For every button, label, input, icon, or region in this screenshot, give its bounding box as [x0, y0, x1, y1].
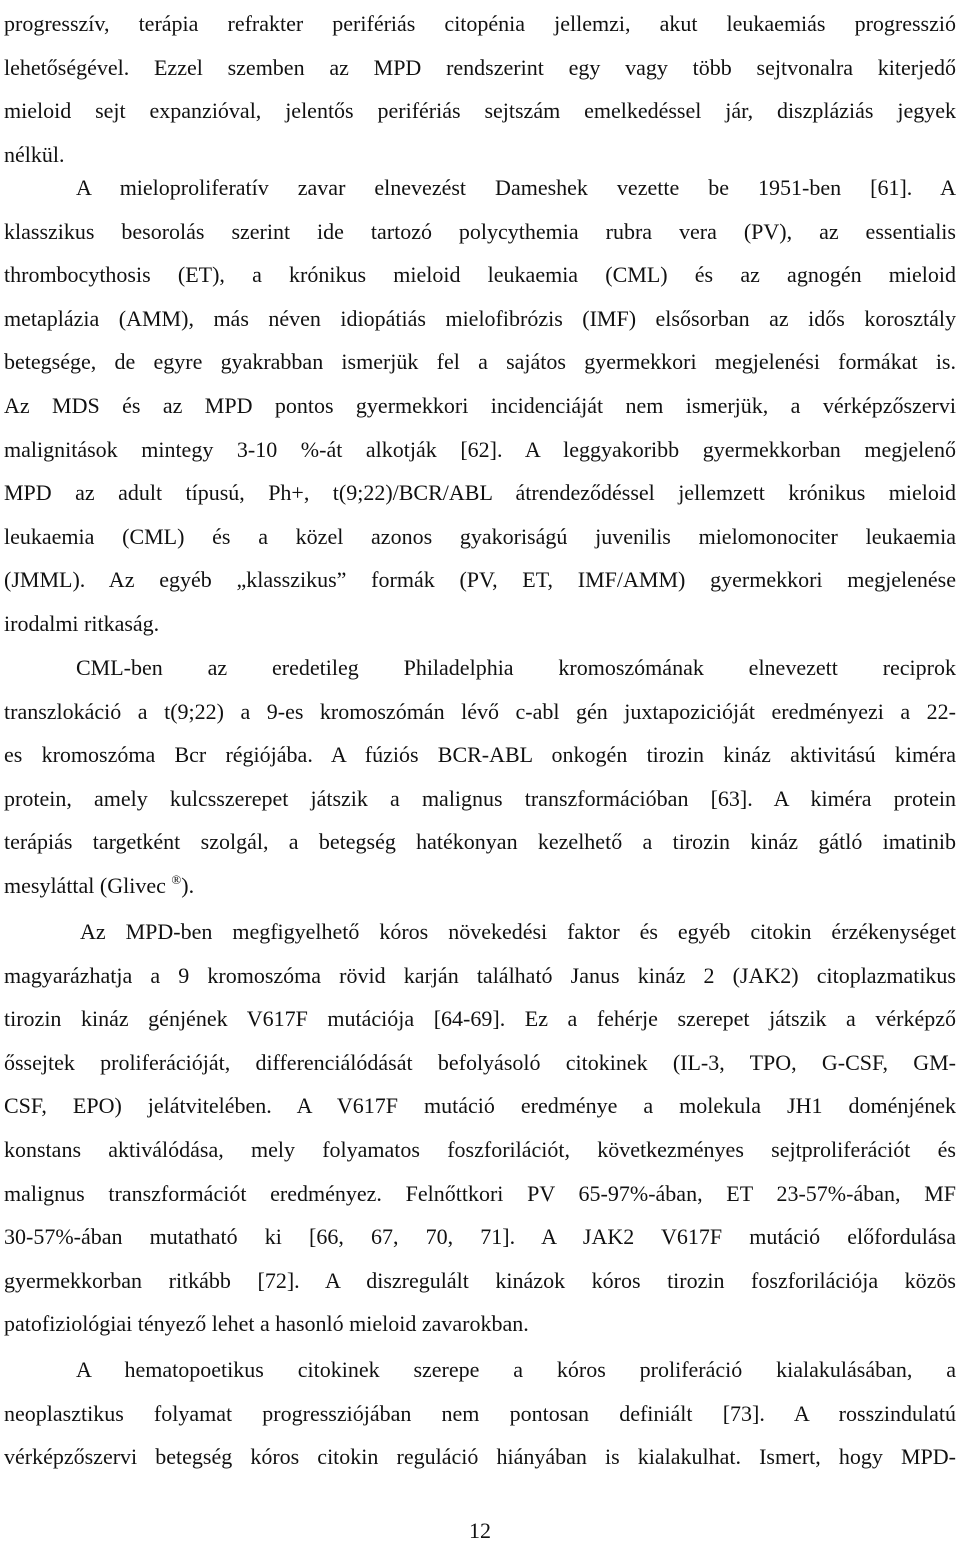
paragraph-4 [4, 910, 956, 1346]
text-line: Az MDS és az MPD pontos gyermekkori incidenciáját nem ismerjük, a vérképzőszervi [4, 392, 956, 418]
paragraph-3 [4, 646, 956, 908]
text-line: magyarázhatja a 9 kromoszóma rövid karján található Janus kináz 2 (JAK2) citoplazmatikus [4, 962, 956, 988]
paragraph-5 [4, 1348, 956, 1479]
text-line: őssejtek proliferációját, differenciálódását befolyásoló citokinek (IL-3, TPO, G-CSF, GM- [4, 1049, 956, 1075]
text-line: 30-57%-ában mutatható ki [66, 67, 70, 71]. A JAK2 V617F mutáció előfordulása [4, 1224, 956, 1250]
paragraph-2 [4, 166, 956, 646]
page-number: 12 [469, 1518, 491, 1543]
text-line: neoplasztikus folyamat progressziójában nem pontosan definiált [73]. A rosszindulatú [4, 1400, 956, 1426]
text-line: lehetőségével. Ezzel szemben az MPD rendszerint egy vagy több sejtvonalra kiterjedő [4, 54, 956, 80]
text-line: tirozin kináz génjének V617F mutációja [64-69]. Ez a fehérje szerepet játszik a vérképző [4, 1006, 956, 1032]
text-line: klasszikus besorolás szerint ide tartozó polycythemia rubra vera (PV), az essentialis [4, 218, 956, 244]
paragraph-1 [4, 2, 956, 176]
text-line: konstans aktiválódása, mely folyamatos foszforilációt, következményes sejtproliferációt és [4, 1136, 956, 1162]
text-line: metaplázia (AMM), más néven idiopátiás mielofibrózis (IMF) elsősorban az idős korosztály [4, 305, 956, 331]
document-page [4, 0, 956, 1545]
text-line: malignitások mintegy 3-10 %-át alkotják [62]. A leggyakoribb gyermekkorban megjelenő [4, 436, 956, 462]
text-line: A hematopoetikus citokinek szerepe a kóros proliferáció kialakulásában, a [76, 1357, 956, 1382]
registered-mark: ® [171, 871, 182, 887]
text-line: malignus transzformációt eredményez. Felnőttkori PV 65-97%-ában, ET 23-57%-ában, MF [4, 1180, 956, 1206]
text-line: nélkül. [4, 141, 65, 167]
text-line: MPD az adult típusú, Ph+, t(9;22)/BCR/ABL átrendeződéssel jellemzett krónikus mieloid [4, 480, 956, 506]
text-line: mieloid sejt expanzióval, jelentős perifériás sejtszám emelkedéssel jár, diszpláziás jegyek [4, 98, 956, 124]
text-line: protein, amely kulcsszerepet játszik a malignus transzformációban [63]. A kiméra protein [4, 785, 956, 811]
text-line: thrombocythosis (ET), a krónikus mieloid leukaemia (CML) és az agnogén mieloid [4, 262, 956, 288]
text-line: gyermekkorban ritkább [72]. A diszregulált kinázok kóros tirozin foszforilációja közös [4, 1267, 956, 1293]
text-line: transzlokáció a t(9;22) a 9-es kromoszómán lévő c-abl gén juxtapozicióját eredményezi a 22- [4, 698, 956, 724]
text-line: mesyláttal (Glivec ®). [4, 871, 195, 898]
text-line: (JMML). Az egyéb „klasszikus” formák (PV, ET, IMF/AMM) gyermekkori megjelenése [4, 567, 956, 593]
text-line: CSF, EPO) jelátvitelében. A V617F mutáció eredménye a molekula JH1 doménjének [4, 1093, 956, 1119]
text-line: A mieloproliferatív zavar elnevezést Dameshek vezette be 1951-ben [61]. A [76, 175, 956, 200]
text-line: betegsége, de egyre gyakrabban ismerjük fel a sajátos gyermekkori megjelenési formákat is. [4, 349, 956, 375]
text-line: CML-ben az eredetileg Philadelphia kromoszómának elnevezett reciprok [76, 655, 956, 680]
text-line: progresszív, terápia refrakter perifériás citopénia jellemzi, akut leukaemiás progresszió [4, 11, 956, 36]
text-line: es kromoszóma Bcr régiójába. A fúziós BCR-ABL onkogén tirozin kináz aktivitású kiméra [4, 742, 956, 768]
text-line: Az MPD-ben megfigyelhető kóros növekedési faktor és egyéb citokin érzékenységet [80, 919, 956, 944]
text-line: vérképzőszervi betegség kóros citokin reguláció hiányában is kialakulhat. Ismert, hogy MPD- [4, 1444, 956, 1470]
text-line: irodalmi ritkaság. [4, 610, 160, 636]
text-line: terápiás targetként szolgál, a betegség hatékonyan kezelhető a tirozin kináz gátló imatinib [4, 829, 956, 855]
text-line: patofiziológiai tényező lehet a hasonló mieloid zavarokban. [4, 1311, 529, 1337]
text-line: leukaemia (CML) és a közel azonos gyakoriságú juvenilis mielomonociter leukaemia [4, 523, 956, 549]
